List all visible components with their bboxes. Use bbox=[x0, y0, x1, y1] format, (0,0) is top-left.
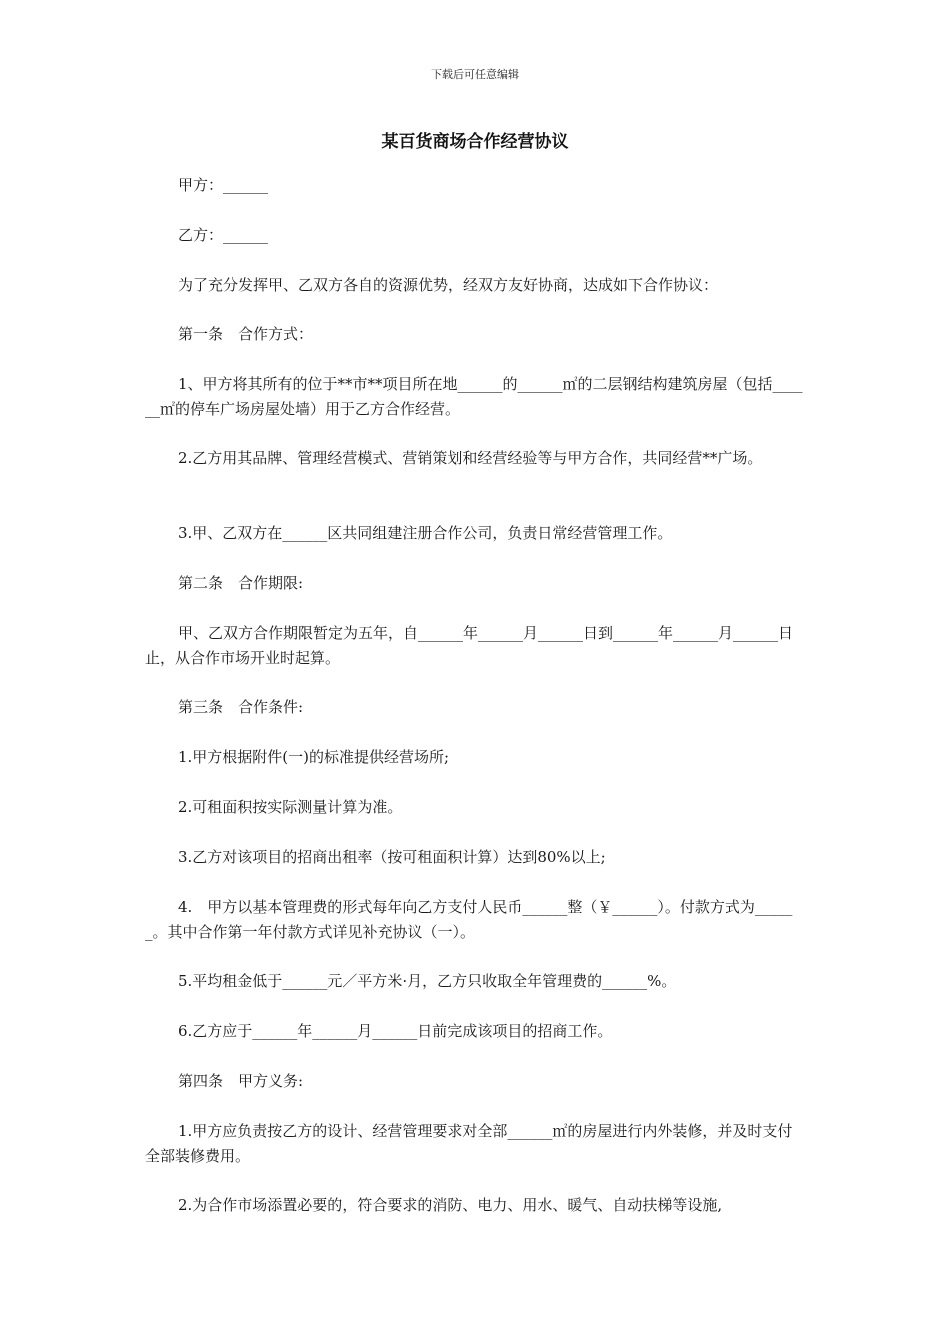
article-4-clause-1: 1.甲方应负责按乙方的设计、经营管理要求对全部______㎡的房屋进行内外装修，并及时支付全部装修费用。 bbox=[145, 1122, 793, 1165]
article-2-term-paragraph: 甲、乙双方合作期限暂定为五年，自______年______月______日到______年______月______日止，从合作市场开业时起算。 bbox=[145, 624, 794, 667]
article-3-clause-1: 1.甲方根据附件(一)的标准提供经营场所; bbox=[178, 748, 450, 766]
article-3-clause-5: 5.平均租金低于______元／平方米·月，乙方只收取全年管理费的______%。 bbox=[178, 972, 677, 990]
article-3-clause-2: 2.可租面积按实际测量计算为准。 bbox=[178, 798, 403, 816]
preamble-paragraph: 为了充分发挥甲、乙双方各自的资源优势，经双方友好协商，达成如下合作协议： bbox=[178, 276, 719, 294]
article-1-clause-3: 3.甲、乙双方在______区共同组建注册合作公司，负责日常经营管理工作。 bbox=[178, 524, 673, 542]
header-note: 下载后可任意编辑 bbox=[431, 68, 519, 81]
article-1-clause-1: 1、甲方将其所有的位于**市**项目所在地______的______㎡的二层钢结构建筑房屋（包括______㎡的停车广场房屋处墙）用于乙方合作经营。 bbox=[145, 375, 803, 418]
party-a-line: 甲方：______ bbox=[178, 176, 269, 194]
article-4-clause-2: 2.为合作市场添置必要的，符合要求的消防、电力、用水、暖气、自动扶梯等设施, bbox=[178, 1196, 723, 1214]
party-b-line: 乙方：______ bbox=[178, 226, 269, 244]
article-3-clause-3: 3.乙方对该项目的招商出租率（按可租面积计算）达到80%以上; bbox=[178, 848, 606, 866]
article-3-clause-4: 4. 甲方以基本管理费的形式每年向乙方支付人民币______整（￥______）。付款方式为______。其中合作第一年付款方式详见补充协议（一）。 bbox=[145, 898, 793, 941]
article-3-heading: 第三条 合作条件: bbox=[178, 698, 304, 716]
document-title: 某百货商场合作经营协议 bbox=[381, 132, 569, 152]
article-4-heading: 第四条 甲方义务: bbox=[178, 1072, 304, 1090]
article-1-clause-2: 2.乙方用其品牌、管理经营模式、营销策划和经营经验等与甲方合作，共同经营**广场。 bbox=[178, 449, 763, 467]
article-2-heading: 第二条 合作期限: bbox=[178, 574, 304, 592]
article-1-heading: 第一条 合作方式： bbox=[178, 325, 314, 343]
article-3-clause-6: 6.乙方应于______年______月______日前完成该项目的招商工作。 bbox=[178, 1022, 613, 1040]
